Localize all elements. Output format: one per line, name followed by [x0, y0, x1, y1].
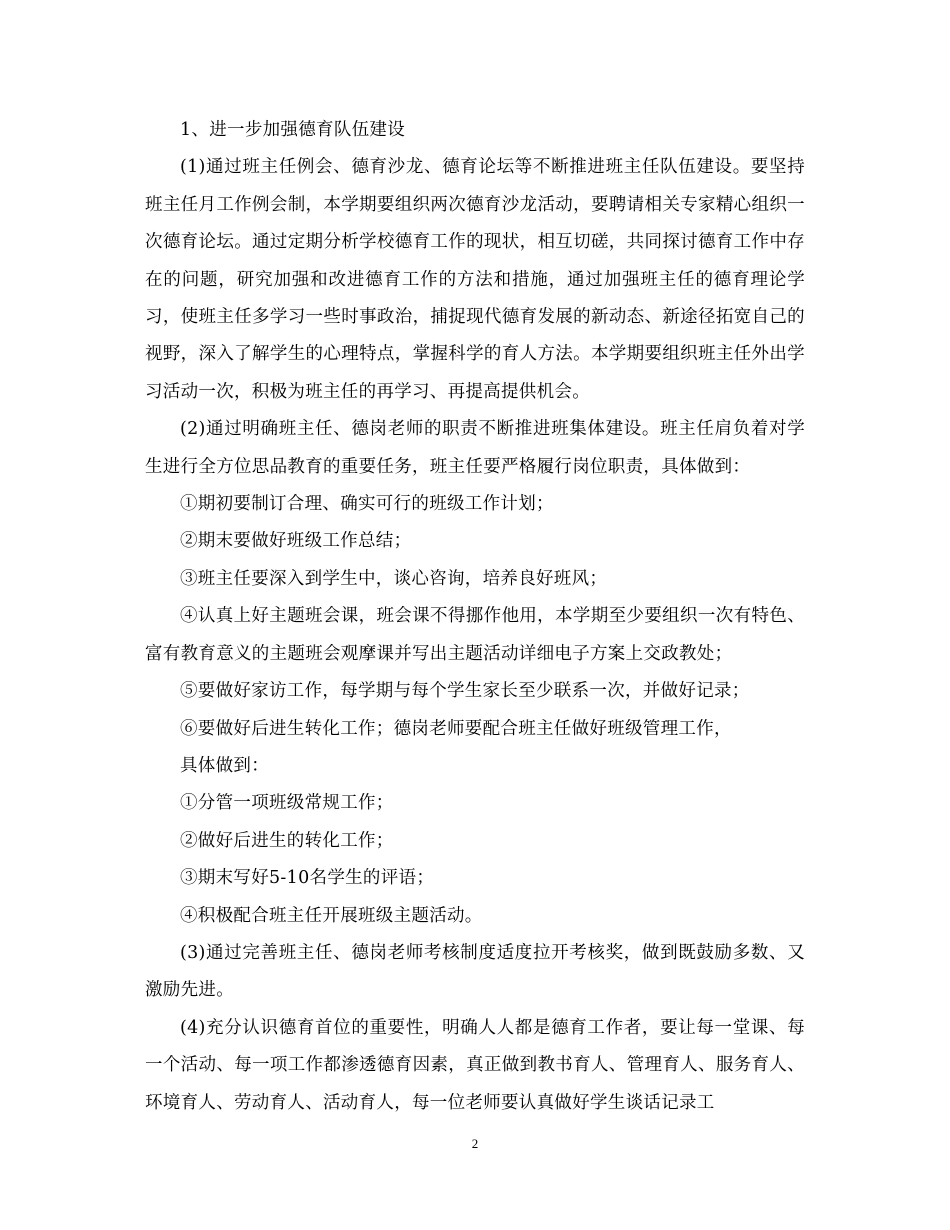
paragraph-heading: 1、进一步加强德育队伍建设	[180, 120, 406, 140]
list-item: ③期末写好5-10名学生的评语；	[180, 868, 435, 889]
list-item: ⑥要做好后进生转化工作；德岗老师要配合班主任做好班级管理工作，	[180, 718, 732, 739]
list-item: ②做好后进生的转化工作；	[180, 830, 394, 851]
paragraph: (3)通过完善班主任、德岗老师考核制度适度拉开考核奖，做到既鼓励多数、又激励先进。	[145, 942, 805, 1001]
list-item: ②期末要做好班级工作总结；	[180, 531, 412, 552]
list-item: ④积极配合班主任开展班级主题活动。	[180, 905, 483, 926]
list-item: ④认真上好主题班会课，班会课不得挪作他用，本学期至少要组织一次有特色、富有教育意义的主题班会观摩课并写出主题活动详细电子方案上交政教处；	[145, 606, 805, 664]
paragraph: (1)通过班主任例会、德育沙龙、德育论坛等不断推进班主任队伍建设。要坚持班主任月工作例会制，本学期要组织两次德育沙龙活动，要聘请相关专家精心组织一次德育论坛。通过定期分析学校德育工作的现状，相互切磋，共同探讨德育工作中存在的问题，研究加强和改进德育工作的方法和措施，通过加强班主任的德育理论学习，使班主任多学习一些时事政治，捕捉现代德育发展的新动态、新途径拓宽自己的视野，深入了解学生的心理特点，掌握科学的育人方法。本学期要组织班主任外出学习活动一次，积极为班主任的再学习、再提高提供机会。	[145, 157, 805, 402]
list-item: ①期初要制订合理、确实可行的班级工作计划；	[180, 494, 554, 515]
paragraph: 具体做到：	[180, 755, 269, 776]
list-item: ③班主任要深入到学生中，谈心咨询，培养良好班风；	[180, 568, 608, 589]
document-body	[145, 112, 805, 1122]
page-number: 2	[471, 1136, 479, 1151]
paragraph: (4)充分认识德育首位的重要性，明确人人都是德育工作者，要让每一堂课、每一个活动、每一项工作都渗透德育因素，真正做到教书育人、管理育人、服务育人、环境育人、劳动育人、活动育人，每一位老师要认真做好学生谈话记录工	[145, 1017, 805, 1113]
list-item: ①分管一项班级常规工作；	[180, 793, 394, 814]
paragraph: (2)通过明确班主任、德岗老师的职责不断推进班集体建设。班主任肩负着对学生进行全方位思品教育的重要任务，班主任要严格履行岗位职责，具体做到：	[145, 419, 805, 477]
list-item: ⑤要做好家访工作，每学期与每个学生家长至少联系一次，并做好记录；	[180, 681, 750, 702]
